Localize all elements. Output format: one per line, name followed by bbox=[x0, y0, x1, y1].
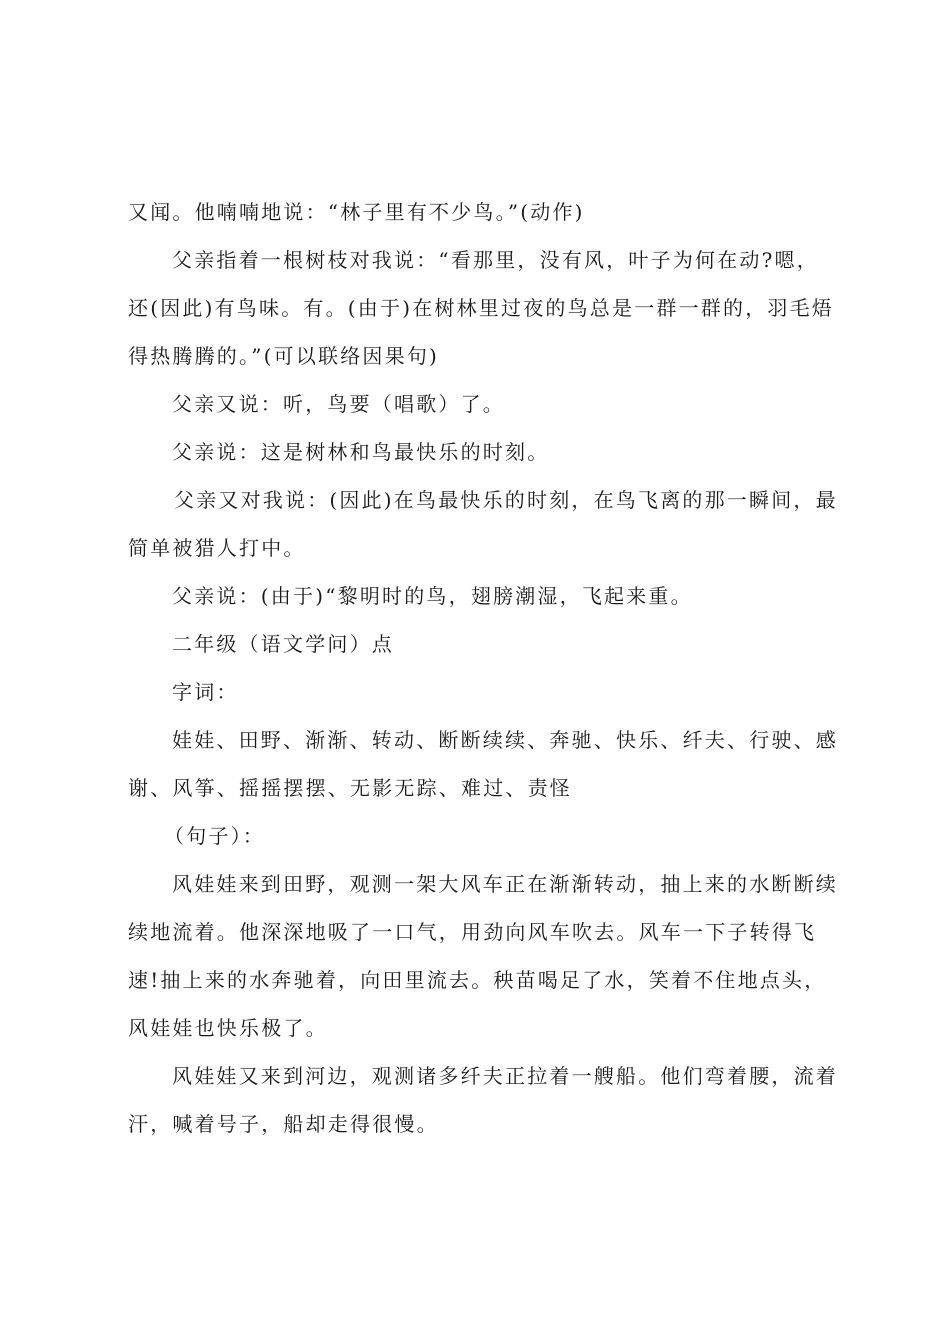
paragraph-father-dawn-bird: 父亲说：(由于)“黎明时的鸟，翅膀潮湿，飞起来重。 bbox=[172, 584, 693, 608]
section-label-words: 字词： bbox=[172, 680, 239, 704]
paragraph-father-happiest-moment: 父亲说：这是树林和鸟最快乐的时刻。 bbox=[172, 440, 550, 464]
document-body bbox=[128, 188, 838, 1148]
section-label-sentences: （句子）： bbox=[164, 824, 265, 848]
paragraph-father-hunter: 父亲又对我说：(因此)在鸟最快乐的时刻，在鸟飞离的那一瞬间，最简单被猎人打中。 bbox=[128, 488, 838, 560]
paragraph-wind-baby-river: 风娃娃又来到河边，观测诸多纤夫正拉着一艘船。他们弯着腰，流着汗，喊着号子，船却走得很慢。 bbox=[128, 1064, 838, 1136]
paragraph-father-listen: 父亲又说：听，鸟要（唱歌）了。 bbox=[172, 392, 505, 416]
word-list: 娃娃、田野、渐渐、转动、断断续续、奔驰、快乐、纤夫、行驶、感谢、风筝、摇摇摆摆、无影无踪、难过、责怪 bbox=[128, 728, 838, 800]
paragraph-wind-baby-field: 风娃娃来到田野，观测一架大风车正在渐渐转动，抽上来的水断断续续地流着。他深深地吸了一口气，用劲向风车吹去。风车一下子转得飞速!抽上来的水奔驰着，向田里流去。秧苗喝足了水，笑着不住地点头，风娃娃也快乐极了。 bbox=[128, 872, 838, 1040]
paragraph-continuation: 又闻。他喃喃地说：“林子里有不少鸟。”(动作) bbox=[128, 200, 585, 224]
section-heading-grade-two: 二年级（语文学问）点 bbox=[172, 632, 394, 656]
paragraph-father-points-branch: 父亲指着一根树枝对我说：“看那里，没有风，叶子为何在动?嗯，还(因此)有鸟味。有。(由于)在树林里过夜的鸟总是一群一群的，羽毛焐得热腾腾的。”(可以联络因果句) bbox=[128, 248, 835, 368]
